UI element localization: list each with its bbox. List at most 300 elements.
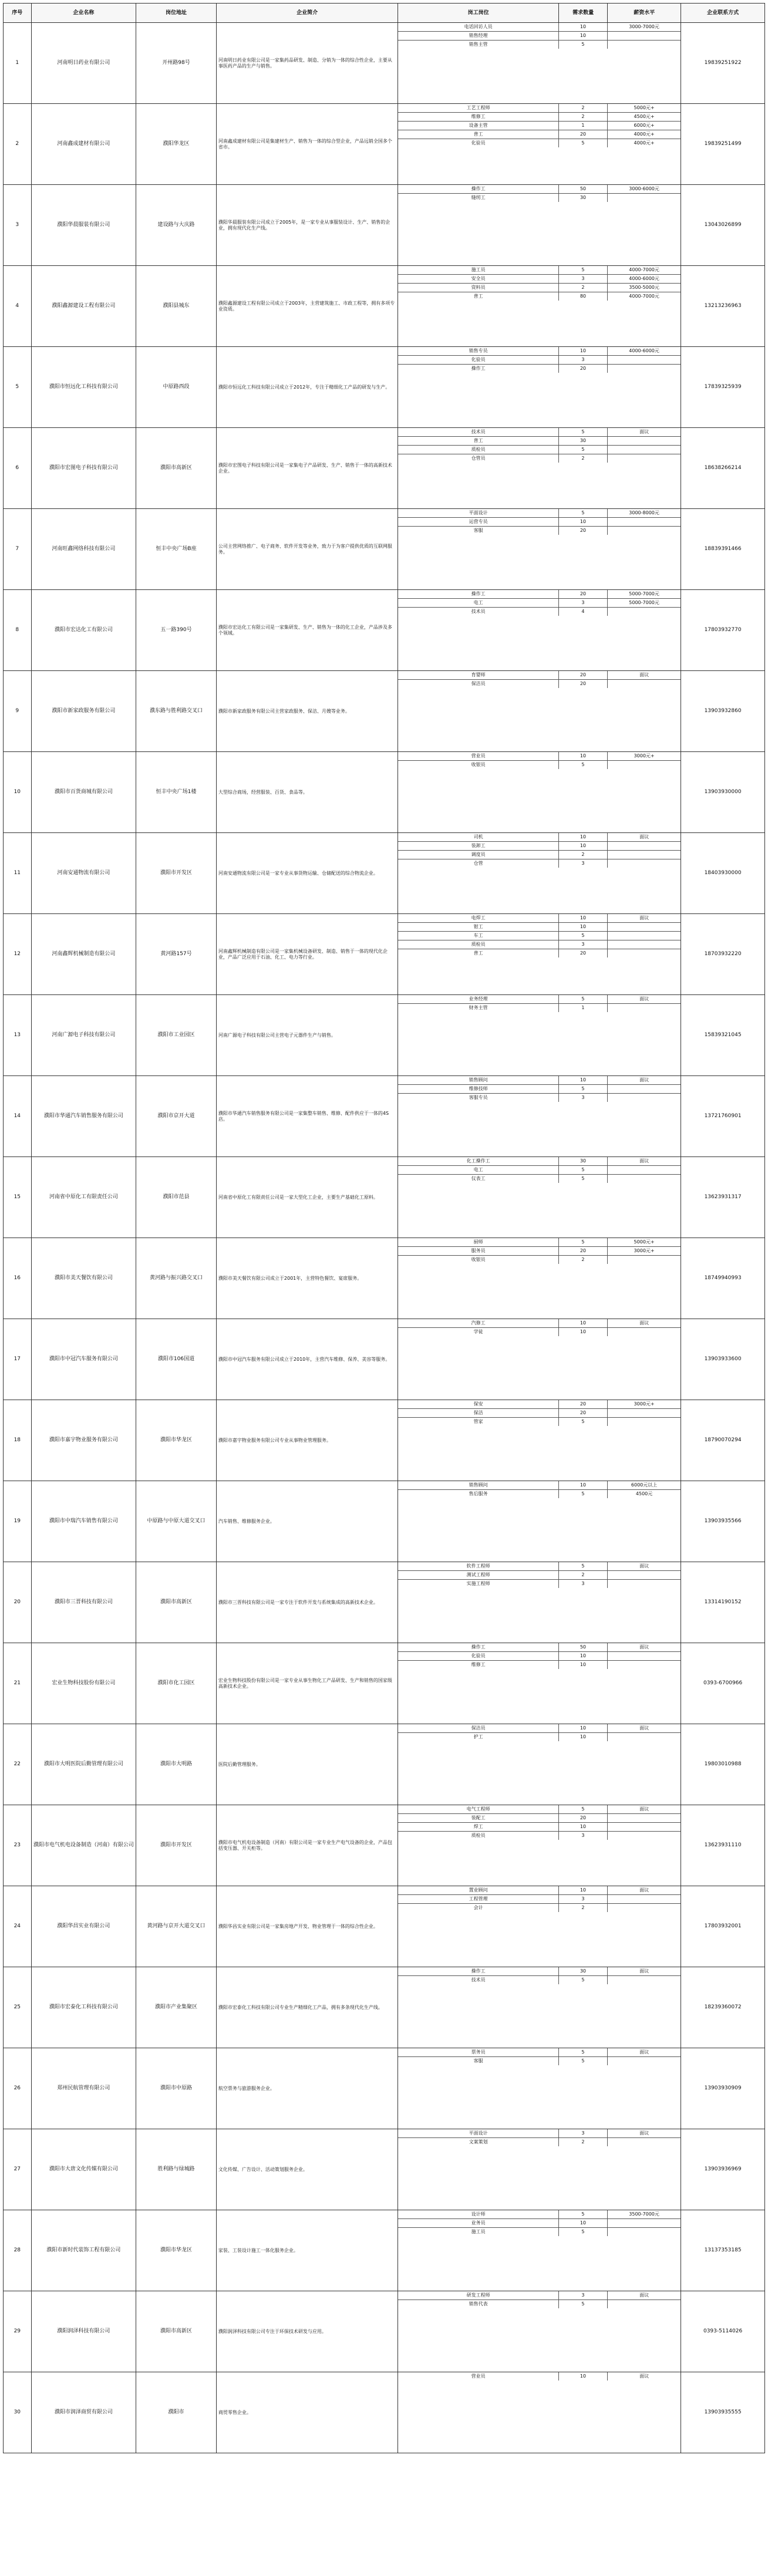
- company-name: 宏业生物科技股份有限公司: [31, 1643, 136, 1724]
- position-count: 5: [558, 761, 607, 770]
- position-row: [398, 1571, 681, 1580]
- position-title: 测试工程师: [398, 1571, 558, 1580]
- position-salary: 3000-8000元: [607, 509, 681, 518]
- position-row: [398, 949, 681, 958]
- job-address: 濮阳市工业园区: [136, 995, 217, 1076]
- job-address: 黄河路与振兴路交叉口: [136, 1238, 217, 1319]
- company-name: 濮阳市美天餐饮有限公司: [31, 1238, 136, 1319]
- company-name: 濮阳市中冠汽车服务有限公司: [31, 1319, 136, 1400]
- job-address: 濮阳市京开大道: [136, 1076, 217, 1157]
- row-number: 25: [4, 1967, 32, 2048]
- contact-phone: 18638266214: [681, 428, 765, 509]
- job-address: 黄河路与京开大道交叉口: [136, 1886, 217, 1967]
- position-salary: [607, 1976, 681, 1985]
- position-count: 5: [558, 139, 607, 148]
- position-title: 实施工程师: [398, 1580, 558, 1589]
- positions-cell: [398, 995, 681, 1076]
- row-number: 1: [4, 23, 32, 104]
- positions-table: [398, 1724, 681, 1741]
- position-salary: [607, 932, 681, 940]
- table-row: [4, 752, 765, 833]
- table-row: [4, 266, 765, 347]
- position-row: [398, 2057, 681, 2066]
- company-name: 濮阳华晨服装有限公司: [31, 185, 136, 266]
- table-row: [4, 1157, 765, 1238]
- position-count: 5: [558, 509, 607, 518]
- position-row: [398, 1157, 681, 1166]
- company-intro: 濮阳市宏泰化工科技有限公司专业生产精细化工产品，拥有多条现代化生产线。: [216, 1967, 398, 2048]
- position-count: 10: [558, 23, 607, 32]
- position-row: [398, 23, 681, 32]
- position-salary: 4000-6000元: [607, 347, 681, 356]
- position-salary: 面议: [607, 995, 681, 1004]
- position-count: 10: [558, 914, 607, 923]
- position-title: 置业顾问: [398, 1886, 558, 1895]
- position-count: 2: [558, 1904, 607, 1913]
- position-count: 20: [558, 1400, 607, 1409]
- position-title: 客服专员: [398, 1094, 558, 1102]
- position-count: 5: [558, 2228, 607, 2237]
- job-address: 濮东路与胜利路交叉口: [136, 671, 217, 752]
- position-salary: 面议: [607, 1319, 681, 1328]
- position-row: [398, 1238, 681, 1247]
- company-intro: 大型综合商场，经营服装、百货、食品等。: [216, 752, 398, 833]
- job-address: 中原路西段: [136, 347, 217, 428]
- position-count: 10: [558, 833, 607, 842]
- position-title: 安全员: [398, 275, 558, 284]
- position-title: 司机: [398, 833, 558, 842]
- position-salary: 4500元+: [607, 113, 681, 122]
- position-count: 10: [558, 923, 607, 932]
- position-count: 4: [558, 608, 607, 616]
- position-row: [398, 2210, 681, 2219]
- company-intro: 公司主营网络推广、电子商务、软件开发等业务，致力于为客户提供优质的互联网服务。: [216, 509, 398, 590]
- position-row: [398, 761, 681, 770]
- header-cell: 需求数量: [558, 4, 607, 23]
- position-title: 运营专员: [398, 518, 558, 527]
- table-row: [4, 1562, 765, 1643]
- position-count: 5: [558, 1562, 607, 1571]
- position-salary: [607, 1832, 681, 1840]
- position-title: 电焊工: [398, 914, 558, 923]
- position-salary: [607, 940, 681, 949]
- position-title: 销售顾问: [398, 1076, 558, 1085]
- position-count: 3: [558, 940, 607, 949]
- positions-table: [398, 833, 681, 868]
- contact-phone: 13623931317: [681, 1157, 765, 1238]
- position-count: 5: [558, 1175, 607, 1184]
- position-title: 操作工: [398, 1967, 558, 1976]
- position-row: [398, 2291, 681, 2300]
- position-title: 票务员: [398, 2048, 558, 2057]
- position-row: [398, 1895, 681, 1904]
- row-number: 13: [4, 995, 32, 1076]
- company-intro: 商贸零售企业。: [216, 2372, 398, 2453]
- position-title: 销售专员: [398, 347, 558, 356]
- row-number: 30: [4, 2372, 32, 2453]
- position-title: 装卸工: [398, 842, 558, 851]
- table-row: [4, 1400, 765, 1481]
- position-title: 操作工: [398, 365, 558, 373]
- position-row: [398, 139, 681, 148]
- contact-phone: 13314190152: [681, 1562, 765, 1643]
- position-count: 5: [558, 446, 607, 454]
- position-row: [398, 590, 681, 599]
- position-count: 5: [558, 1166, 607, 1175]
- position-row: [398, 1175, 681, 1184]
- company-intro: 宏业生物科技股份有限公司是一家专业从事生物化工产品研发、生产和销售的国家级高新技术企业。: [216, 1643, 398, 1724]
- position-title: 服务员: [398, 1247, 558, 1256]
- position-count: 10: [558, 1823, 607, 1832]
- position-salary: 4000-7000元: [629, 294, 659, 299]
- position-count: 3: [558, 1832, 607, 1840]
- job-address: 中原路与中原大道交叉口: [136, 1481, 217, 1562]
- positions-cell: [398, 2210, 681, 2291]
- position-count: 20: [558, 590, 607, 599]
- position-row: [398, 1490, 681, 1499]
- contact-phone: 13721760901: [681, 1076, 765, 1157]
- position-count: 3: [558, 599, 607, 608]
- position-count: 20: [558, 680, 607, 689]
- job-address: 恒丰中央广场1楼: [136, 752, 217, 833]
- position-salary: [607, 761, 681, 770]
- position-salary: 面议: [607, 1967, 681, 1976]
- row-number: 7: [4, 509, 32, 590]
- position-count: 10: [558, 32, 607, 41]
- position-salary: 面议: [607, 1886, 681, 1895]
- position-title: 文案策划: [398, 2138, 558, 2147]
- position-count: 3: [558, 859, 607, 868]
- position-title: 技术员: [398, 608, 558, 616]
- position-row: [398, 113, 681, 122]
- table-row: [4, 1319, 765, 1400]
- position-title: 电气工程师: [398, 1805, 558, 1814]
- position-title: 钳工: [398, 923, 558, 932]
- position-salary: [607, 851, 681, 859]
- job-address: 濮阳市: [136, 2372, 217, 2453]
- header-cell: 企业名称: [31, 4, 136, 23]
- position-salary: [607, 1004, 681, 1013]
- position-salary: 3000元+: [607, 1400, 681, 1409]
- header-cell: 岗工岗位: [398, 4, 559, 23]
- positions-cell: [398, 1643, 681, 1724]
- position-title: 电工: [398, 599, 558, 608]
- row-number: 14: [4, 1076, 32, 1157]
- position-salary: 4000-6000元: [607, 275, 681, 284]
- position-title: 普工: [398, 130, 558, 139]
- position-count: 50: [558, 1643, 607, 1652]
- position-row: [398, 1643, 681, 1652]
- company-name: 濮阳润泽科技有限公司: [31, 2291, 136, 2372]
- position-title: 工程管理: [398, 1895, 558, 1904]
- position-count: 5: [558, 1418, 607, 1427]
- positions-cell: [398, 2291, 681, 2372]
- position-title: 车工: [398, 932, 558, 940]
- position-count: 20: [558, 949, 607, 958]
- positions-table: [398, 671, 681, 688]
- position-salary: 面议: [639, 2373, 649, 2379]
- job-address: 建设路与大庆路: [136, 185, 217, 266]
- position-title: 维修工: [398, 1661, 558, 1670]
- table-row: [4, 104, 765, 185]
- position-row: [398, 914, 681, 923]
- row-number: 8: [4, 590, 32, 671]
- contact-phone: 15839321045: [681, 995, 765, 1076]
- position-row: [398, 932, 681, 940]
- job-address: 濮阳市范县: [136, 1157, 217, 1238]
- position-count: 20: [558, 1814, 607, 1823]
- position-count: 10: [558, 1328, 607, 1337]
- job-address: 五一路390号: [136, 590, 217, 671]
- position-row: [398, 1085, 681, 1094]
- table-row: [4, 2372, 765, 2453]
- positions-table: [398, 1319, 681, 1336]
- position-count: 30: [558, 1157, 607, 1166]
- contact-phone: 17839325939: [681, 347, 765, 428]
- table-row: [4, 1481, 765, 1562]
- contact-phone: 13903935566: [681, 1481, 765, 1562]
- position-count: 80: [558, 292, 607, 301]
- positions-table: [398, 1157, 681, 1183]
- position-salary: [607, 1580, 681, 1589]
- position-row: [398, 851, 681, 859]
- position-count: 10: [558, 2219, 607, 2228]
- position-count: 50: [558, 185, 607, 194]
- position-count: 10: [558, 1886, 607, 1895]
- positions-table: [398, 1643, 681, 1669]
- position-count: 10: [558, 1661, 607, 1670]
- job-address: 濮阳市106国道: [136, 1319, 217, 1400]
- position-count: 2: [558, 284, 607, 292]
- position-salary: 3000-7000元: [607, 23, 681, 32]
- row-number: 6: [4, 428, 32, 509]
- job-address: 濮阳市开发区: [136, 833, 217, 914]
- position-row: [398, 1256, 681, 1265]
- positions-table: [398, 2291, 681, 2308]
- company-intro: 濮阳市新家政服务有限公司主营家政服务、保洁、月嫂等业务。: [216, 671, 398, 752]
- contact-phone: 17803932770: [681, 590, 765, 671]
- position-salary: [607, 356, 681, 365]
- position-title: 仓管: [398, 859, 558, 868]
- company-name: 河南鑫成建材有限公司: [31, 104, 136, 185]
- job-address: 濮阳华龙区: [136, 104, 217, 185]
- position-row: [398, 1823, 681, 1832]
- table-row: [4, 995, 765, 1076]
- position-title: 化验员: [398, 1652, 558, 1661]
- positions-table: [398, 23, 681, 49]
- row-number: 17: [4, 1319, 32, 1400]
- position-count: 10: [558, 518, 607, 527]
- position-count: 10: [558, 1319, 607, 1328]
- position-title: 业务经理: [398, 995, 558, 1004]
- position-count: 2: [558, 113, 607, 122]
- job-address: 濮阳市高新区: [136, 2291, 217, 2372]
- row-number: 26: [4, 2048, 32, 2129]
- position-salary: 面议: [607, 2129, 681, 2138]
- position-row: [398, 292, 681, 301]
- company-intro: 河南省中原化工有限责任公司是一家大型化工企业，主要生产基础化工原料。: [216, 1157, 398, 1238]
- position-row: [398, 266, 681, 275]
- position-row: [398, 428, 681, 437]
- position-count: 2: [558, 851, 607, 859]
- position-count: 3: [558, 356, 607, 365]
- position-count: 20: [558, 1247, 607, 1256]
- positions-cell: [398, 266, 681, 347]
- position-title: 营业员: [398, 2372, 558, 2381]
- position-salary: [607, 1409, 681, 1418]
- position-title: 研发工程师: [398, 2291, 558, 2300]
- position-title: 质检员: [398, 1832, 558, 1840]
- position-count: 20: [558, 130, 607, 139]
- row-number: 18: [4, 1400, 32, 1481]
- contact-phone: 19839251922: [681, 23, 765, 104]
- job-listing-sheet: [3, 3, 765, 2453]
- position-salary: 面议: [607, 1076, 681, 1085]
- position-title: 收银员: [398, 761, 558, 770]
- table-row: [4, 428, 765, 509]
- position-salary: [607, 1571, 681, 1580]
- positions-table: [398, 266, 681, 301]
- row-number: 5: [4, 347, 32, 428]
- position-row: [398, 995, 681, 1004]
- contact-phone: 13903935555: [681, 2372, 765, 2453]
- position-row: [398, 527, 681, 535]
- table-row: [4, 1805, 765, 1886]
- position-row: [398, 2228, 681, 2237]
- position-row: [398, 671, 681, 680]
- contact-phone: 13137353185: [681, 2210, 765, 2291]
- company-intro: 濮阳市三晋科技有限公司是一家专注于软件开发与系统集成的高新技术企业。: [216, 1562, 398, 1643]
- position-row: [398, 1004, 681, 1013]
- position-row: [398, 1661, 681, 1670]
- company-name: 濮阳市大唐文化传媒有限公司: [31, 2129, 136, 2210]
- position-title: 销售顾问: [398, 1481, 558, 1490]
- position-salary: [607, 859, 681, 868]
- table-row: [4, 1076, 765, 1157]
- position-count: 5: [558, 266, 607, 275]
- job-table: [3, 3, 765, 2453]
- positions-table: [398, 2129, 681, 2146]
- contact-phone: 18839391466: [681, 509, 765, 590]
- position-count: 5: [558, 2300, 607, 2309]
- position-count: 10: [558, 752, 607, 761]
- position-salary: 5000-7000元: [607, 599, 681, 608]
- company-intro: 濮阳华昌实业有限公司是一家集房地产开发、物业管理于一体的综合性企业。: [216, 1886, 398, 1967]
- position-count: 10: [558, 1481, 607, 1490]
- positions-table: [398, 1481, 681, 1498]
- positions-cell: [398, 23, 681, 104]
- position-title: 施工员: [398, 266, 558, 275]
- job-address: 濮阳市化工园区: [136, 1643, 217, 1724]
- position-salary: 4000元+: [607, 130, 681, 139]
- position-title: 财务主管: [398, 1004, 558, 1013]
- position-count: 30: [558, 194, 607, 203]
- position-salary: 3000元+: [607, 1247, 681, 1256]
- position-salary: [607, 1661, 681, 1670]
- position-count: 5: [558, 2057, 607, 2066]
- position-title: 销售经理: [398, 32, 558, 41]
- position-salary: [607, 1418, 681, 1427]
- table-row: [4, 671, 765, 752]
- row-number: 12: [4, 914, 32, 995]
- positions-table: [398, 1400, 681, 1426]
- company-intro: 濮阳市华通汽车销售服务有限公司是一家集整车销售、维修、配件供应于一体的4S店。: [216, 1076, 398, 1157]
- contact-phone: 13623931110: [681, 1805, 765, 1886]
- positions-cell: [398, 1481, 681, 1562]
- positions-table: [398, 914, 681, 957]
- position-salary: 5000元+: [607, 1238, 681, 1247]
- positions-table: [398, 1562, 681, 1588]
- row-number: 2: [4, 104, 32, 185]
- position-row: [398, 454, 681, 463]
- position-salary: [607, 1814, 681, 1823]
- position-count: 3: [558, 275, 607, 284]
- positions-table: [398, 2210, 681, 2236]
- position-title: 护工: [398, 1733, 558, 1742]
- contact-phone: 13213236963: [681, 266, 765, 347]
- position-salary: 3500-5000元: [607, 284, 681, 292]
- company-name: 河南明日药业有限公司: [31, 23, 136, 104]
- position-salary: [607, 1256, 681, 1265]
- job-address: 濮阳市产业集聚区: [136, 1967, 217, 2048]
- row-number: 28: [4, 2210, 32, 2291]
- position-title: 仪表工: [398, 1175, 558, 1184]
- position-salary: [607, 842, 681, 851]
- position-title: 售后服务: [398, 1490, 558, 1499]
- positions-table: [398, 428, 681, 463]
- positions-cell: [398, 671, 681, 752]
- position-row: [398, 275, 681, 284]
- table-row: [4, 1238, 765, 1319]
- positions-cell: [398, 347, 681, 428]
- position-count: 10: [558, 1076, 607, 1085]
- table-header-row: [4, 4, 765, 23]
- table-row: [4, 914, 765, 995]
- company-intro: 濮阳华晨服装有限公司成立于2005年，是一家专业从事服装设计、生产、销售的企业，拥有现代化生产线。: [216, 185, 398, 266]
- position-salary: 面议: [607, 914, 681, 923]
- contact-phone: 18749940993: [681, 1238, 765, 1319]
- contact-phone: 18790070294: [681, 1400, 765, 1481]
- position-row: [398, 2372, 681, 2381]
- position-row: [398, 284, 681, 292]
- position-title: 营业员: [398, 752, 558, 761]
- positions-cell: [398, 1238, 681, 1319]
- position-title: 质检员: [398, 446, 558, 454]
- position-row: [398, 347, 681, 356]
- position-count: 10: [558, 347, 607, 356]
- company-name: 濮阳市宏图电子科技有限公司: [31, 428, 136, 509]
- position-salary: [607, 1328, 681, 1337]
- position-salary: [607, 923, 681, 932]
- position-title: 汽修工: [398, 1319, 558, 1328]
- position-row: [398, 859, 681, 868]
- table-row: [4, 2129, 765, 2210]
- position-title: 化工操作工: [398, 1157, 558, 1166]
- position-salary: [607, 1175, 681, 1184]
- company-intro: 河南广源电子科技有限公司主营电子元器件生产与销售。: [216, 995, 398, 1076]
- position-row: [398, 437, 681, 446]
- position-title: 质检员: [398, 940, 558, 949]
- position-row: [398, 1247, 681, 1256]
- contact-phone: 13903932860: [681, 671, 765, 752]
- table-row: [4, 1886, 765, 1967]
- table-row: [4, 2048, 765, 2129]
- positions-cell: [398, 833, 681, 914]
- company-name: 濮阳市嘉宇物业服务有限公司: [31, 1400, 136, 1481]
- position-count: 2: [558, 1571, 607, 1580]
- positions-cell: [398, 2129, 681, 2210]
- position-salary: 面议: [607, 1643, 681, 1652]
